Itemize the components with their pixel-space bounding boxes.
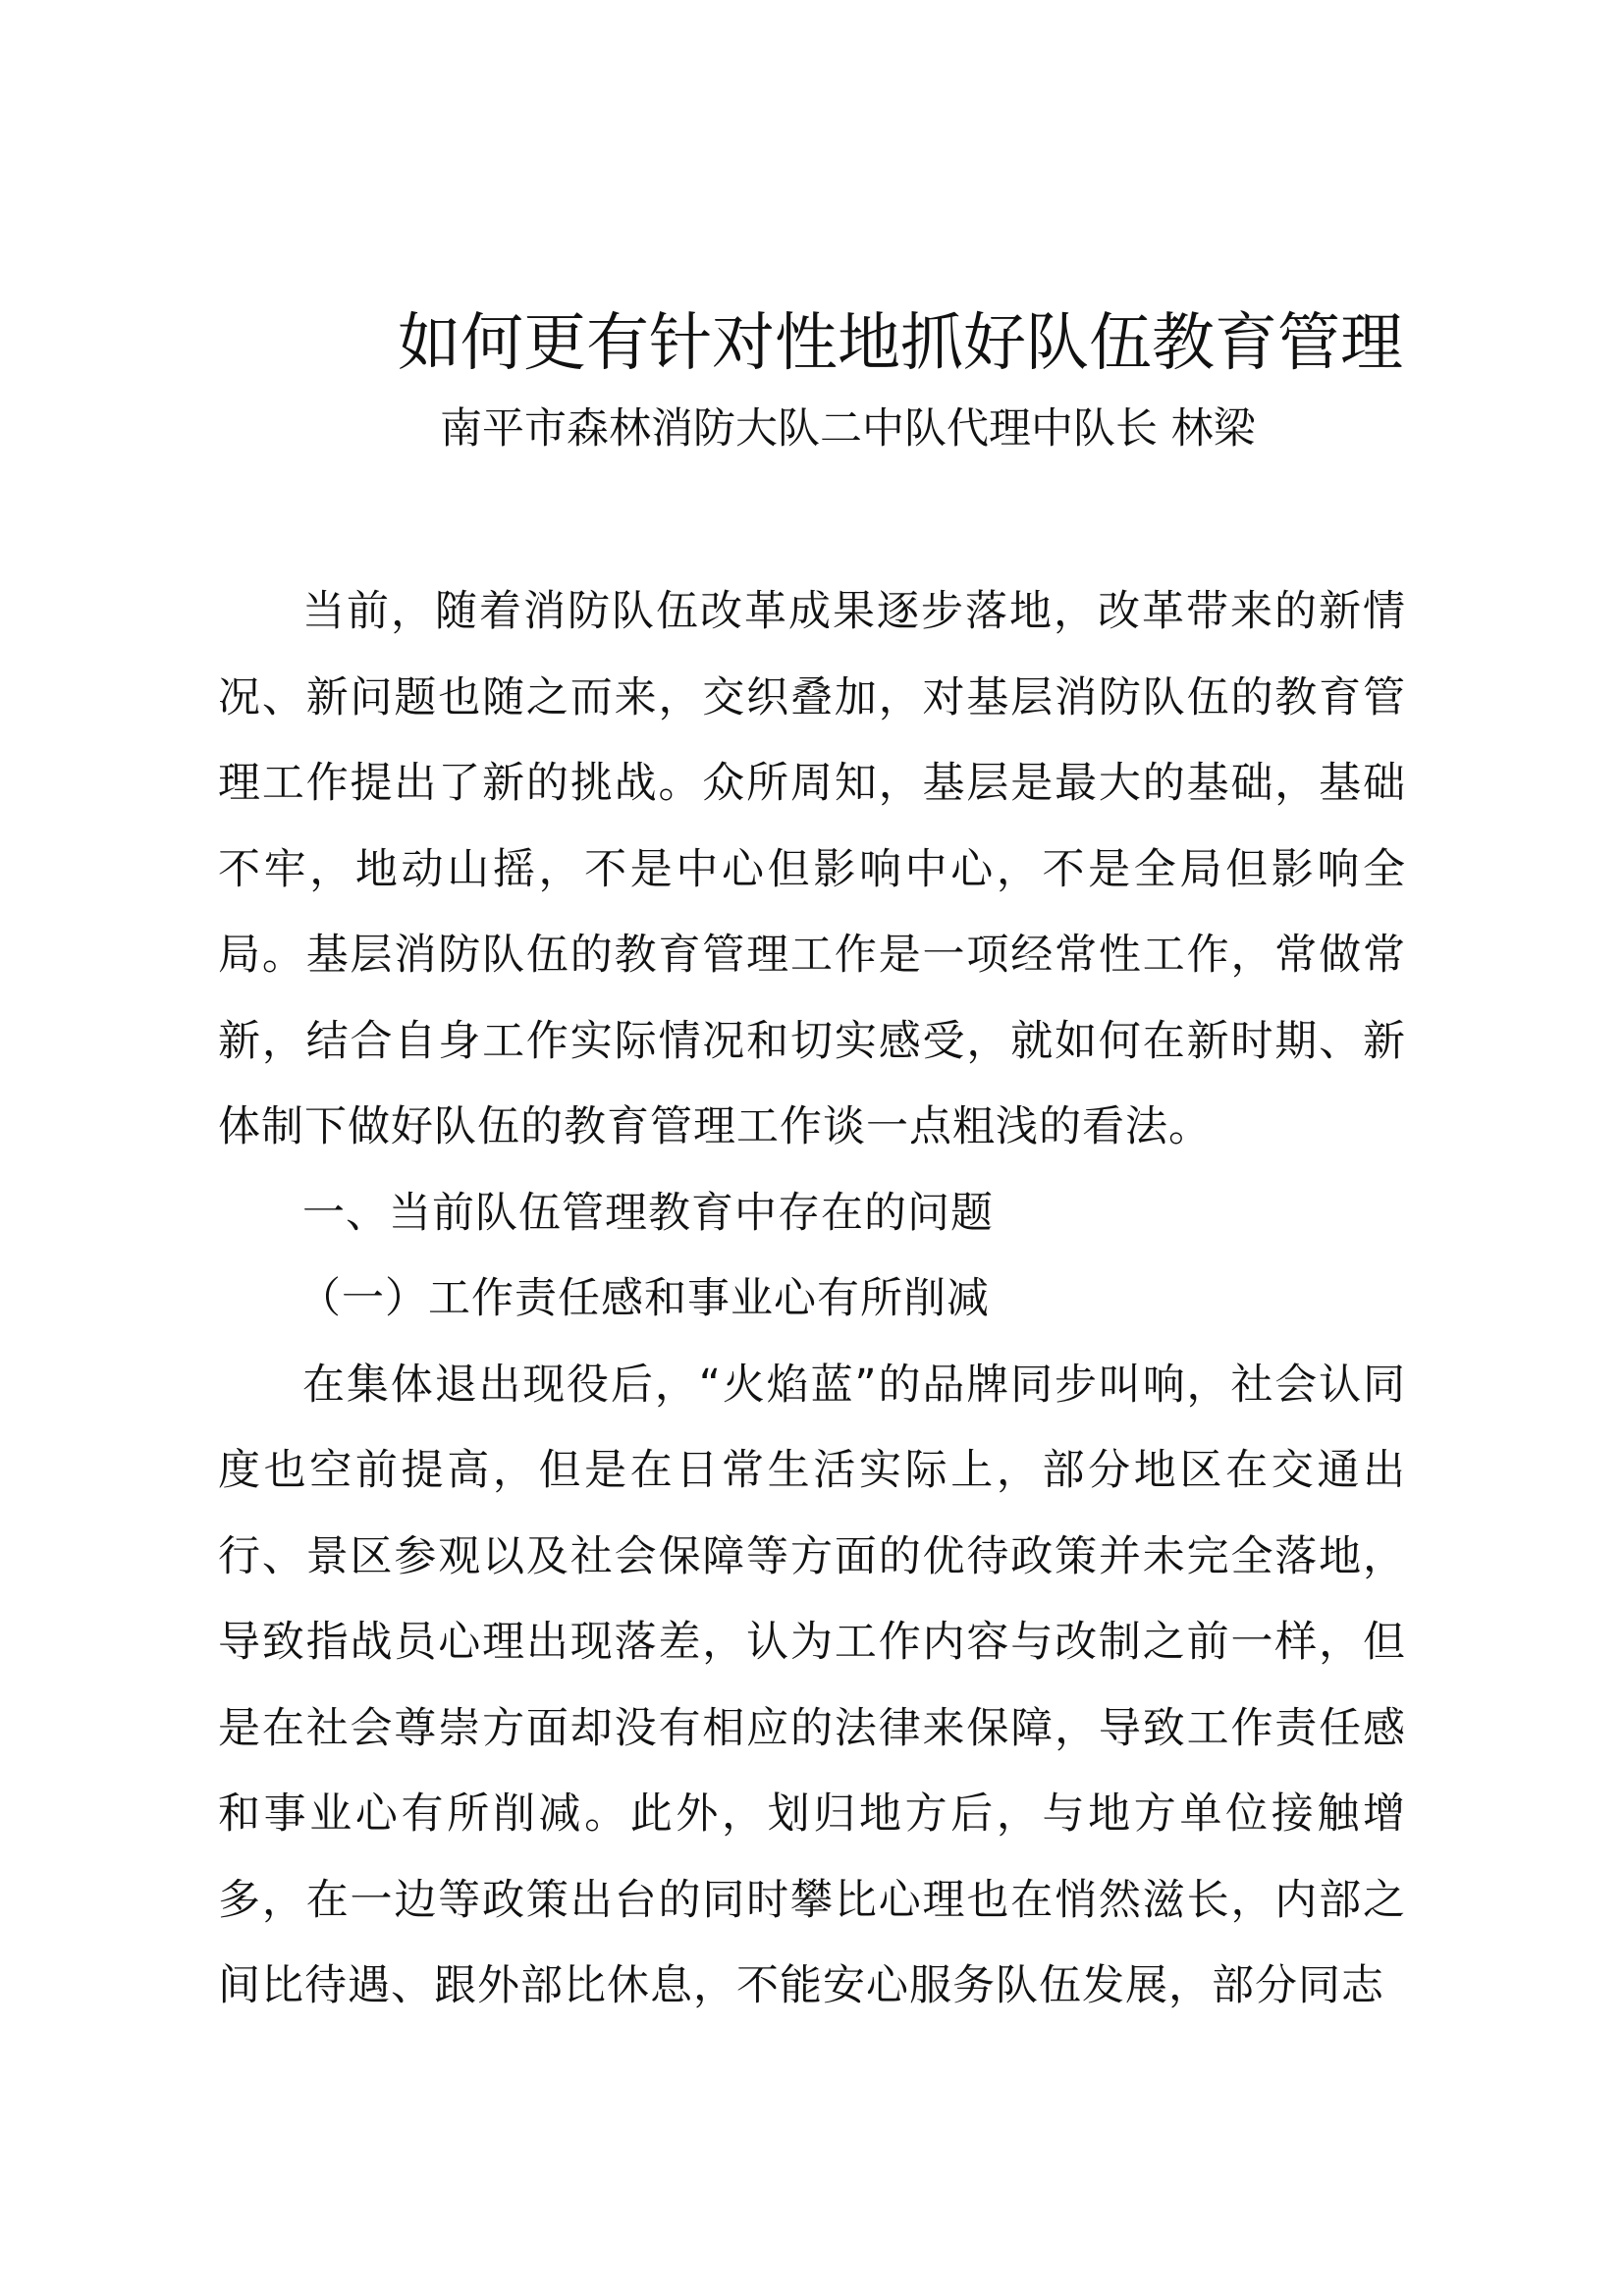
document-title: 如何更有针对性地抓好队伍教育管理 xyxy=(398,307,1403,380)
paragraph-intro: 当前，随着消防队伍改革成果逐步落地，改革带来的新情况、新问题也随之而来，交织叠加，对基层消防队伍的教育管理工作提出了新的挑战。众所周知，基层是最大的基础，基础不牢，地动山摇，不是中心但影响中心，不是全局但影响全局。基层消防队伍的教育管理工作是一项经常性工作，常做常新，结合自身工作实际情况和切实感受，就如何在新时期、新体制下做好队伍的教育管理工作谈一点粗浅的看法。 xyxy=(218,587,1406,1151)
paragraph-section-1: 在集体退出现役后，“火焰蓝”的品牌同步叫响，社会认同度也空前提高，但是在日常生活实际上，部分地区在交通出行、景区参观以及社会保障等方面的优待政策并未完全落地，导致指战员心理出现落差，认为工作内容与改制之前一样，但是在社会尊崇方面却没有相应的法律来保障，导致工作责任感和事业心有所削减。此外，划归地方后，与地方单位接触增多，在一边等政策出台的同时攀比心理也在悄然滋长，内部之间比待遇、跟外部比休息，不能安心服务队伍发展，部分同志 xyxy=(218,1360,1406,2010)
subsection-heading-1: （一）工作责任感和事业心有所削减 xyxy=(298,1274,990,1323)
section-heading-1: 一、当前队伍管理教育中存在的问题 xyxy=(302,1188,994,1238)
author-line: 南平市森林消防大队二中队代理中队长 林梁 xyxy=(440,404,1256,454)
document-body xyxy=(218,569,1406,2030)
